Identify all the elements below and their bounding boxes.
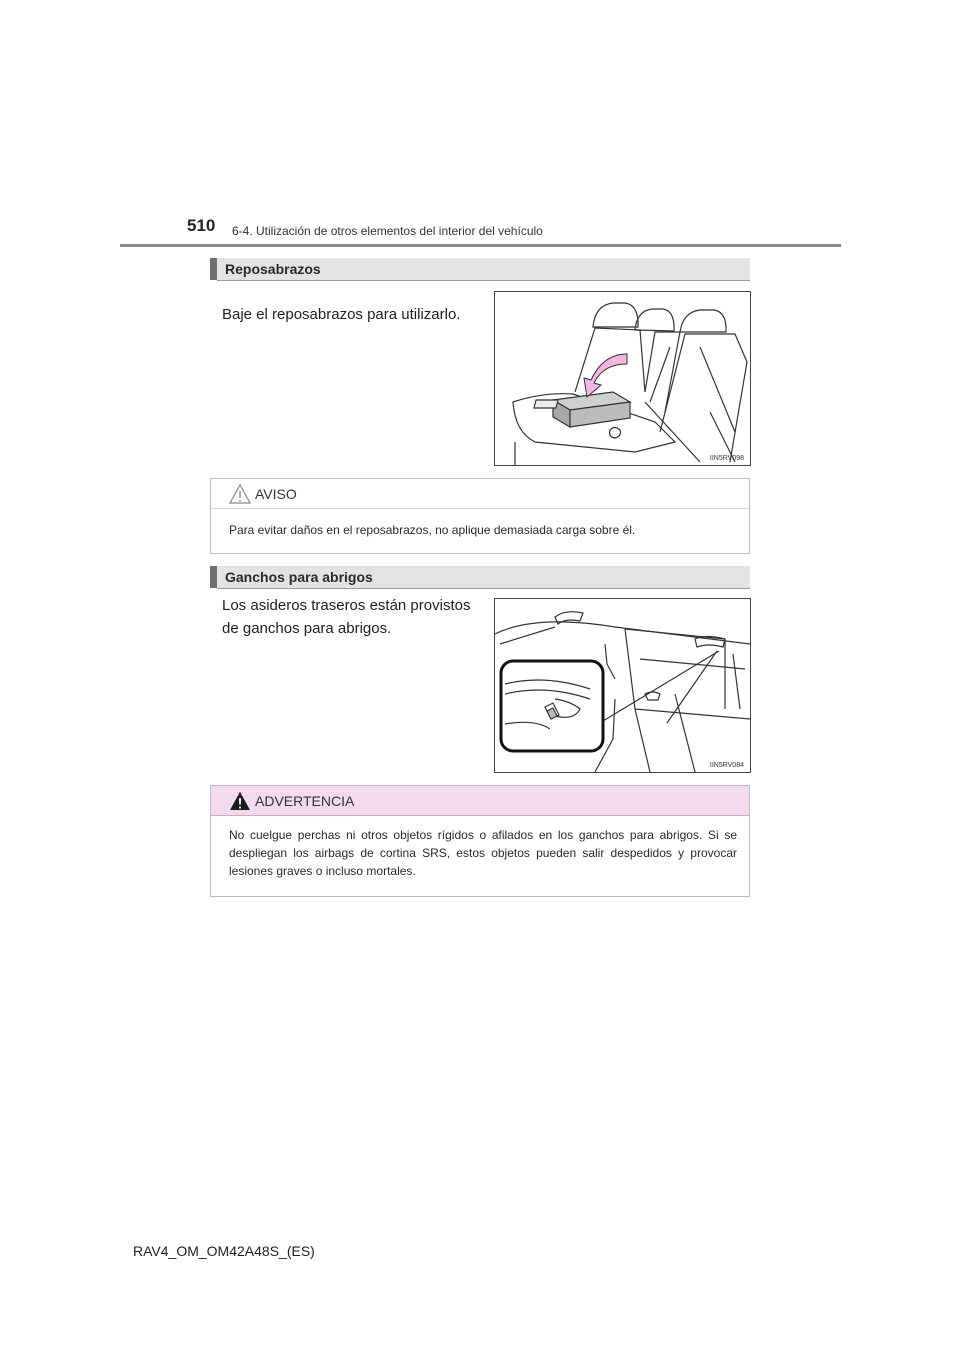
hooks-line-2: de ganchos para abrigos. xyxy=(222,620,392,637)
warning-box xyxy=(210,785,750,897)
notice-label: AVISO xyxy=(255,486,297,502)
section-title: 6-4. Utilización de otros elementos del interior del vehículo xyxy=(232,224,543,238)
hooks-figure-code: IIN5RV084 xyxy=(709,762,744,769)
armrest-illustration xyxy=(494,291,751,466)
hooks-line-1: Los asideros traseros están provistos xyxy=(222,597,471,614)
page-number: 510 xyxy=(187,216,216,235)
warning-header xyxy=(211,786,749,816)
warning-text: No cuelgue perchas ni otros objetos rígidos o afilados en los ganchos para abrigos. Si se despliegan los airbags de cortina SRS, estos objetos pueden salir despedidos y provocar lesiones graves o incluso mortales. xyxy=(229,828,737,878)
warning-triangle-icon xyxy=(229,791,251,811)
armrest-figure-code: IIN5RV098 xyxy=(709,455,744,462)
document-code: RAV4_OM_OM42A48S_(ES) xyxy=(133,1243,315,1259)
header-rule xyxy=(120,244,841,247)
notice-box xyxy=(210,478,750,554)
caution-triangle-icon xyxy=(229,484,251,504)
fold-down-arrow-icon xyxy=(584,354,627,397)
warning-label: ADVERTENCIA xyxy=(255,793,355,809)
coat-hook-drawing xyxy=(495,599,750,772)
hooks-heading-text: Ganchos para abrigos xyxy=(225,569,373,585)
notice-text: Para evitar daños en el reposabrazos, no aplique demasiada carga sobre él. xyxy=(229,523,636,537)
armrest-heading xyxy=(210,258,750,280)
rear-seat-armrest-drawing xyxy=(495,292,750,465)
armrest-instruction: Baje el reposabrazos para utilizarlo. xyxy=(222,306,461,323)
hooks-heading xyxy=(210,566,750,588)
notice-header xyxy=(211,479,749,509)
coat-hook-illustration xyxy=(494,598,751,773)
armrest-heading-text: Reposabrazos xyxy=(225,261,321,277)
